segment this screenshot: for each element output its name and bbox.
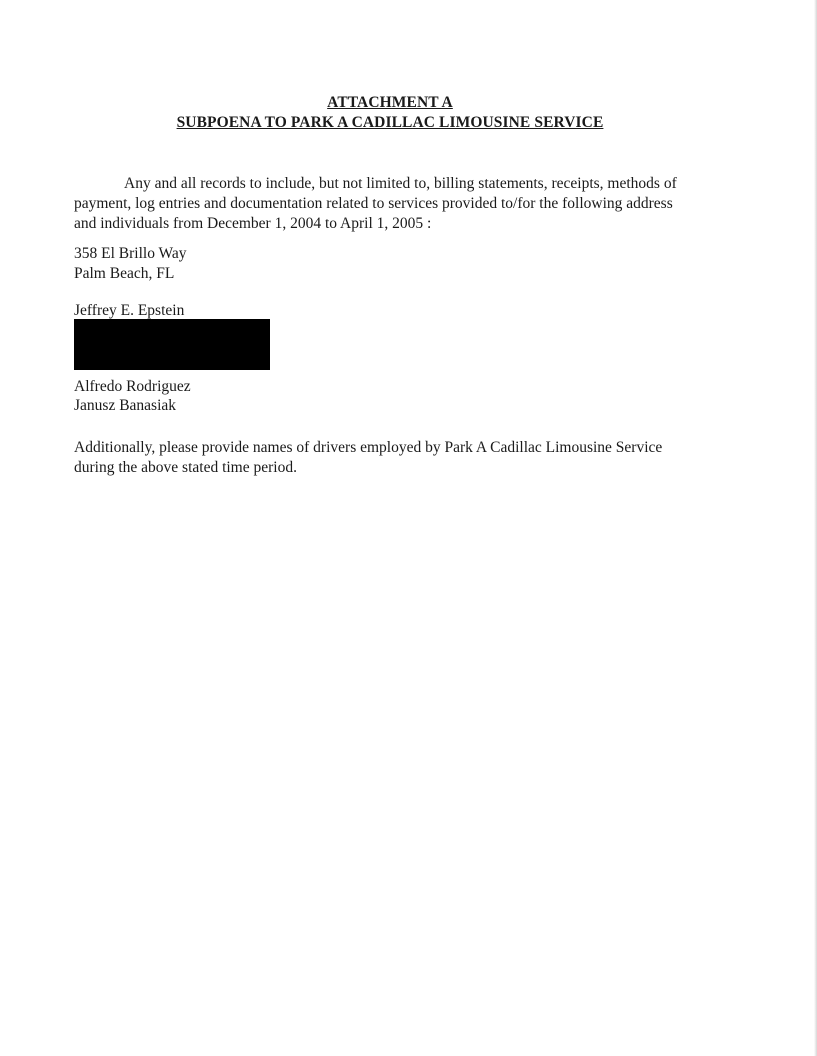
subpoena-heading: SUBPOENA TO PARK A CADILLAC LIMOUSINE SERVICE	[176, 114, 604, 131]
records-request-paragraph	[74, 174, 714, 234]
address-street: 358 El Brillo Way	[74, 245, 187, 262]
individual-name: Janusz Banasiak	[74, 397, 177, 414]
paragraph-line: during the above stated time period.	[74, 459, 297, 476]
attachment-heading: ATTACHMENT A	[327, 94, 453, 111]
paragraph-line: and individuals from December 1, 2004 to April 1, 2005 :	[74, 215, 432, 232]
individual-name: Jeffrey E. Epstein	[74, 302, 185, 319]
redaction-block	[74, 319, 270, 370]
paragraph-line: Additionally, please provide names of drivers employed by Park A Cadillac Limousine Service	[74, 439, 663, 456]
individual-name: Alfredo Rodriguez	[74, 378, 191, 395]
paragraph-line: payment, log entries and documentation related to services provided to/for the following address	[74, 195, 673, 212]
address-city: Palm Beach, FL	[74, 265, 175, 282]
drivers-request-paragraph	[74, 438, 714, 478]
paragraph-line: Any and all records to include, but not limited to, billing statements, receipts, methods of	[124, 175, 677, 192]
